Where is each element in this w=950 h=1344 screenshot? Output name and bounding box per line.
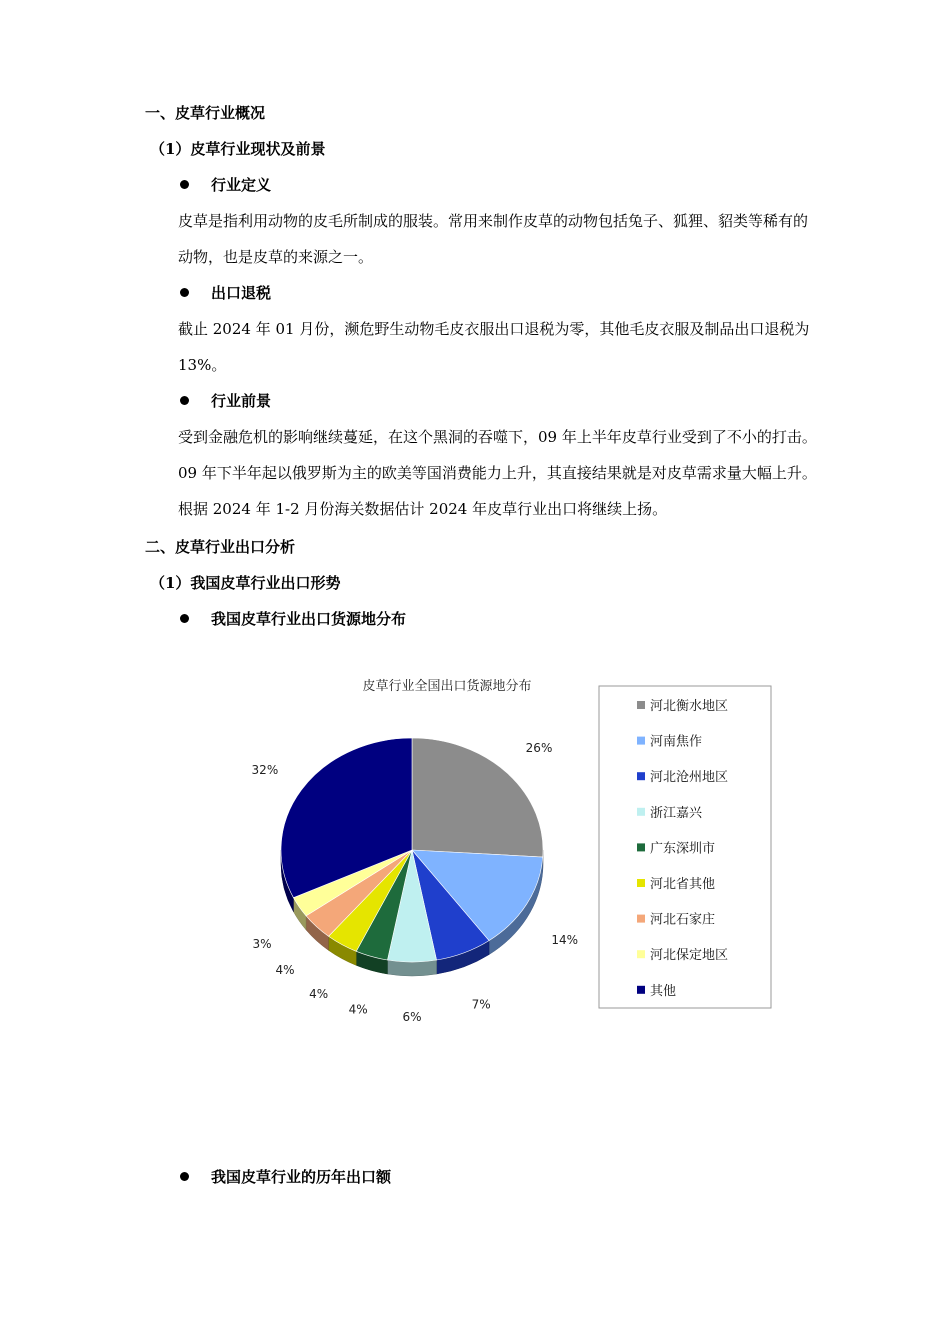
pie-data-label: 6% [402,1009,422,1024]
pie-data-label: 3% [252,936,272,951]
section2-title: 二、皮草行业出口分析 [145,538,296,556]
legend-label: 河北沧州地区 [650,770,729,786]
pie-slices [281,738,543,976]
legend-swatch [637,808,645,816]
pie-data-label: 4% [309,986,329,1001]
section1-title: 一、皮草行业概况 [145,104,266,122]
bullet-label-tax: 出口退税 [211,284,272,302]
legend-swatch [637,737,645,745]
section2-subheading: （1）我国皮草行业出口形势 [150,574,341,592]
paragraph-tax: 截止 2024 年 01 月份，濒危野生动物毛皮衣服出口退税为零，其他毛皮衣服及制品出口退税为 13%。 [178,320,810,374]
pie-data-label: 14% [551,932,579,947]
bullet-label-source-distribution: 我国皮草行业出口货源地分布 [211,610,407,628]
legend-label: 浙江嘉兴 [650,805,703,821]
pie-slice-1 [412,738,543,857]
paragraph-definition: 皮草是指利用动物的皮毛所制成的服装。常用来制作皮草的动物包括兔子、狐狸、貂类等稀有的动物，也是皮草的来源之一。 [178,212,809,266]
legend-label: 河北衡水地区 [650,699,729,714]
legend-label: 其他 [650,983,677,999]
pie-data-label: 26% [525,741,553,756]
pie-data-label: 7% [471,997,491,1012]
legend-swatch [637,986,645,994]
bullet-label-outlook: 行业前景 [211,392,272,410]
legend-label: 河南焦作 [650,734,703,750]
pie-slice-side [387,960,436,976]
legend-swatch [637,879,645,887]
pie-data-label: 4% [275,962,295,977]
paragraph-outlook: 受到金融危机的影响继续蔓延，在这个黑洞的吞噬下，09 年上半年皮草行业受到了不小的打击。09 年下半年起以俄罗斯为主的欧美等国消费能力上升，其直接结果就是对皮草需求量大幅上升。根据 2024 年 1-2 月份海关数据估计 2024 年皮草行业出口将继续上扬。 [178,428,817,518]
legend-label: 河北石家庄 [650,912,716,928]
bullet-dot-icon [180,1172,189,1181]
legend-swatch [637,772,645,780]
section1-subheading: （1）皮草行业现状及前景 [150,140,326,158]
legend-swatch [637,843,645,851]
pie-data-label: 4% [348,1002,368,1017]
legend-label: 河北省其他 [650,877,716,892]
legend-swatch [637,950,645,958]
bullet-label-export-history: 我国皮草行业的历年出口额 [211,1168,392,1186]
chart-title: 皮草行业全国出口货源地分布 [362,679,532,694]
legend-label: 河北保定地区 [650,948,729,964]
pie-data-label: 32% [251,763,279,778]
legend-swatch [637,701,645,709]
legend-label: 广东深圳市 [650,841,716,857]
bullet-label-definition: 行业定义 [211,176,272,194]
legend-swatch [637,915,645,923]
